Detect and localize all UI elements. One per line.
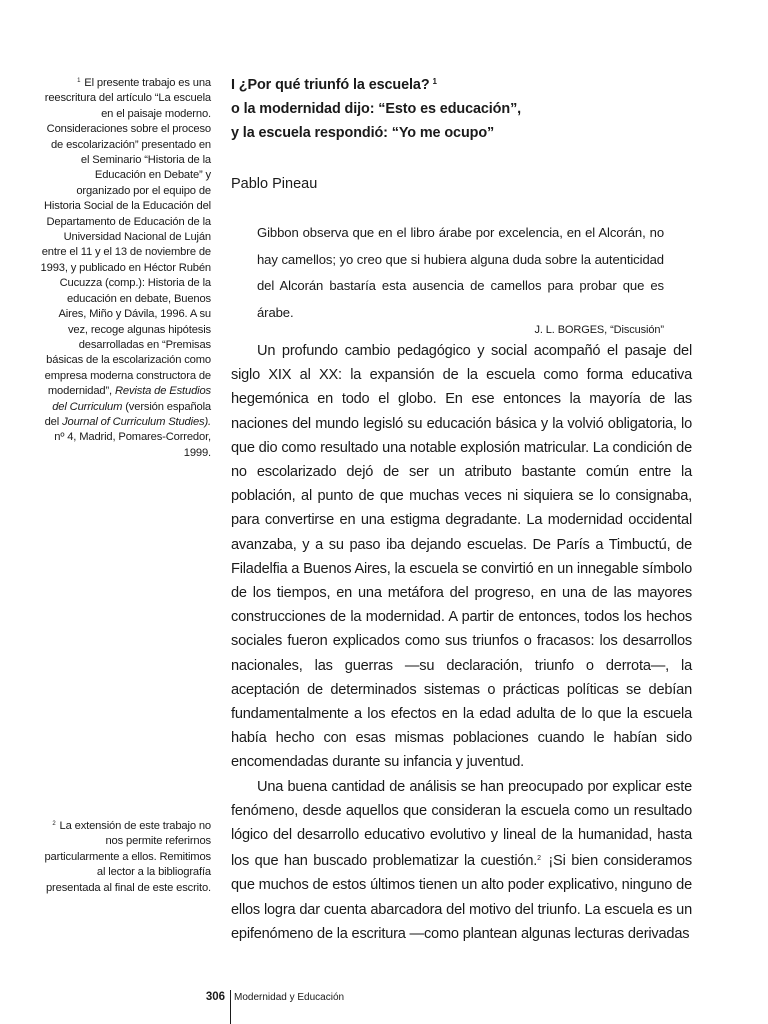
title-line-1: I ¿Por qué triunfó la escuela? bbox=[231, 77, 430, 93]
paragraph-2 bbox=[231, 775, 692, 946]
footnote-text: El presente trabajo es una reescritura del artículo “La escuela en el paisaje moderno. Consideraciones sobre el proceso de escolarización” presentado en el Seminario “Historia de la Educación en Debate” y organizado por el equipo de Historia Social de la Educación del Departamento de Educación de la Universidad Nacional de Luján entre el 11 y el 13 de noviembre de 1993, y publicado en Héctor Rubén Cucuzza (comp.): Historia de la educación en debate, Buenos Aires, Miño y Dávila, 1996. A su vez, recoge algunas hipótesis desarrolladas en “Premisas básicas de la escolarización como empresa moderna constructora de modernidad”, bbox=[40, 77, 211, 398]
footnote-ref: 1 bbox=[432, 77, 437, 86]
title-line-2: o la modernidad dijo: “Esto es educación”, bbox=[231, 101, 522, 117]
paragraph-2-text: Una buena cantidad de análisis se han preocupado por explicar este fenómeno, desde aquellos que consideran la escuela como un resultado lógico del desarrollo educativo evolutivo y lineal de la humanidad, hasta los que han buscado problematizar la cuestión. bbox=[231, 778, 692, 870]
footnote-mark: 1 bbox=[77, 78, 81, 84]
footnote-mark: 2 bbox=[52, 821, 56, 827]
author-name: Pablo Pineau bbox=[231, 176, 318, 192]
page-number: 306 bbox=[205, 991, 225, 1003]
footnote-ref: 2 bbox=[537, 855, 541, 863]
running-title: Modernidad y Educación bbox=[234, 992, 345, 1003]
sidenote-1 bbox=[40, 74, 211, 461]
page-footer bbox=[0, 990, 768, 1024]
epigraph bbox=[257, 220, 664, 337]
sidenote-2 bbox=[40, 817, 211, 896]
journal-title-en: Journal of Curriculum Studies). bbox=[62, 415, 211, 428]
footer-divider bbox=[230, 990, 231, 1024]
footnote-text: La extensión de este trabajo no nos permite referirnos particularmente a ellos. Remitimos al lector a la bibliografía presentada al final de este escrito. bbox=[44, 820, 211, 894]
title-line-3: y la escuela respondió: “Yo me ocupo” bbox=[231, 125, 495, 141]
footnote-text: nº 4, Madrid, Pomares-Corredor, 1999. bbox=[54, 431, 211, 459]
epigraph-text: Gibbon observa que en el libro árabe por excelencia, en el Alcorán, no hay camellos; yo creo que si hubiera alguna duda sobre la autenticidad del Alcorán bastaría esta ausencia de camellos para probar que es árabe. bbox=[257, 225, 664, 320]
body-text bbox=[231, 339, 692, 946]
chapter-title bbox=[231, 70, 711, 145]
epigraph-attribution: J. L. BORGES, “Discusión” bbox=[534, 324, 664, 336]
paragraph-1: Un profundo cambio pedagógico y social acompañó el pasaje del siglo XIX al XX: la expansión de la escuela como forma educativa hegemónica en todo el globo. En ese entonces la mayoría de las naciones del mundo legisló su educación básica y la volvió obligatoria, lo que dio como resultado una notable explosión matricular. La condición de no escolarizado dejó de ser un atributo bastante común entre la población, al punto de que muchas veces ni siquiera se lo consignaba, para convertirse en una estigma degradante. La modernidad occidental avanzaba, y a su paso iba dejando escuelas. De París a Timbuctú, de Filadelfia a Buenos Aires, la escuela se convirtió en un innegable símbolo de los tiempos, en una metáfora del progreso, en una de las mayores construcciones de la modernidad. A partir de entonces, todos los hechos sociales fueron explicados como sus triunfos o fracasos: los desarrollos nacionales, las guerras —su declaración, triunfo o derrota—, la aceptación de determinados sistemas o prácticas políticas se debían fundamentalmente a los efectos en la edad adulta de lo que la escuela había hecho con esas mismas poblaciones cuando le habían sido encomendadas durante su infancia y juventud. bbox=[231, 343, 693, 771]
paragraph-2-text: ¡Si bien consideramos que muchos de estos últimos tienen un alto poder explicativo, ninguno de ellos logra dar cuenta abarcadora del motivo del triunfo. La escuela es un epifenómeno de la escritura —como plantean algunas lecturas derivadas bbox=[231, 853, 692, 942]
journal-title: Revista de Estudios del Curriculum bbox=[52, 385, 211, 413]
footnote-text: (versión española del bbox=[44, 400, 211, 428]
